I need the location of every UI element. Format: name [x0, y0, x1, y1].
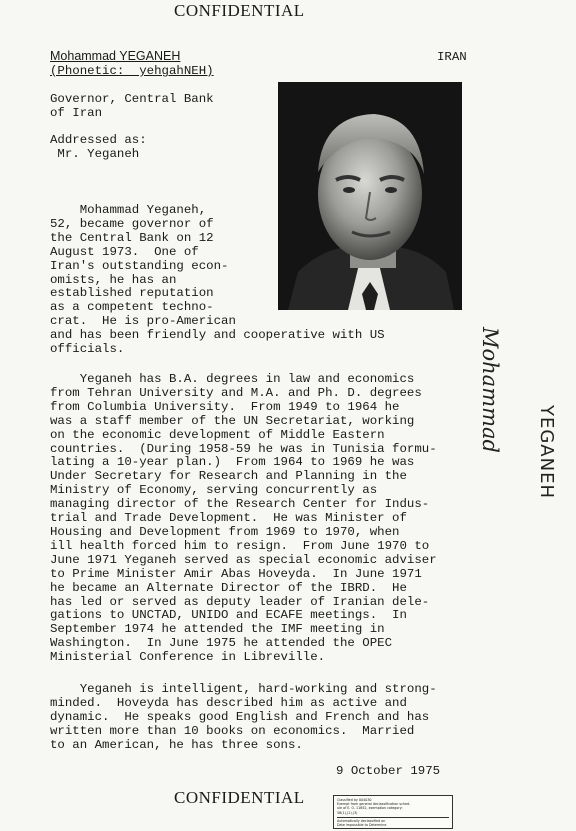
- para2-line: Ministry of Economy, serving concurrently as: [50, 483, 378, 498]
- stamp-line: Automatically declassified on: [337, 818, 386, 823]
- para2-line: June 1971 Yeganeh served as special economic adviser: [50, 552, 437, 567]
- para2-line: lating a 10-year plan.) From 1964 to 1969 he was: [50, 455, 415, 470]
- para2-line: from Columbia University. From 1949 to 1964 he: [50, 399, 400, 414]
- para1-line: the Central Bank on 12: [50, 230, 214, 245]
- para2-line: from Tehran University and M.A. and Ph. D. degrees: [50, 385, 422, 400]
- handwritten-name-first: Mohammad: [478, 327, 502, 453]
- subject-name: Mohammad YEGANEH: [50, 49, 181, 63]
- para1-line: Iran's outstanding econ-: [50, 258, 229, 273]
- para2-line: has led or served as deputy leader of Iranian dele-: [50, 594, 430, 609]
- para2-line: ill health forced him to resign. From June 1970 to: [50, 538, 430, 553]
- declassification-stamp: [333, 795, 453, 829]
- addressed-label: Addressed as:: [50, 133, 147, 147]
- subject-phonetic: (Phonetic: yehgahNEH): [50, 64, 214, 78]
- stamp-line: ule of E. O. 11652, exemption category:: [337, 806, 403, 811]
- header-classification: CONFIDENTIAL: [174, 1, 305, 20]
- addressed-value: Mr. Yeganeh: [50, 146, 140, 161]
- para2-line: countries. (During 1958-59 he was in Tunisia formu-: [50, 441, 437, 456]
- stamp-line: Classified by 004030: [337, 798, 372, 802]
- para2-line: he became an Alternate Director of the IBRD. He: [50, 580, 407, 595]
- document-date: 9 October 1975: [336, 764, 441, 778]
- paragraph-1: [50, 204, 385, 357]
- para2-line: trial and Trade Development. He was Minister of: [50, 511, 407, 526]
- subject-country: IRAN: [437, 50, 467, 64]
- para2-line: September 1974 he attended the IMF meeting in: [50, 622, 385, 637]
- stamp-line: Exempt from general declassification sched-: [337, 802, 411, 807]
- para1-line: officials.: [50, 342, 125, 357]
- stamp-footer: [337, 817, 449, 827]
- subject-title-line-2: of Iran: [50, 105, 103, 120]
- paragraph-3: [50, 683, 437, 753]
- para2-line: Washington. In June 1975 he attended the OPEC: [50, 636, 393, 651]
- para2-line: gations to UNCTAD, UNIDO and ECAFE meetings. In: [50, 608, 407, 623]
- para2-line: Ministerial Conference in Libreville.: [50, 650, 326, 665]
- footer-classification: CONFIDENTIAL: [174, 788, 305, 807]
- stamp-line: Date impossible to Determine: [337, 823, 387, 828]
- stamp-line: 5B(1),(2),(3): [337, 810, 358, 815]
- para1-line: omists, he has an: [50, 272, 177, 287]
- para1-line: Mohammad Yeganeh,: [50, 203, 207, 217]
- para1-line: as a competent techno-: [50, 300, 214, 315]
- para1-line: August 1973. One of: [50, 244, 199, 259]
- para2-line: to Prime Minister Amir Abas Hoveyda. In June 1971: [50, 566, 422, 581]
- addressed-block: [50, 134, 147, 162]
- paragraph-2: [50, 373, 437, 665]
- para1-line: and has been friendly and cooperative with US: [50, 328, 385, 343]
- para1-line: 52, became governor of: [50, 216, 214, 231]
- para3-line: to an American, he has three sons.: [50, 737, 303, 752]
- para2-line: was a staff member of the UN Secretariat, working: [50, 413, 415, 428]
- subject-title-block: [50, 93, 214, 121]
- para2-line: Yeganeh has B.A. degrees in law and economics: [50, 372, 415, 386]
- para2-line: managing director of the Research Center for Indus-: [50, 497, 430, 512]
- subject-title-line-1: Governor, Central Bank: [50, 92, 214, 106]
- para3-line: dynamic. He speaks good English and French and has: [50, 709, 430, 724]
- handwritten-name-last: YEGANEH: [536, 404, 557, 499]
- para3-line: written more than 10 books on economics. Married: [50, 723, 415, 738]
- para2-line: Housing and Development from 1969 to 1970, when: [50, 524, 400, 539]
- para1-line: crat. He is pro-American: [50, 314, 236, 329]
- para3-line: Yeganeh is intelligent, hard-working and strong-: [50, 682, 437, 696]
- para3-line: minded. Hoveyda has described him as active and: [50, 695, 407, 710]
- para1-line: established reputation: [50, 286, 214, 301]
- para2-line: on the economic development of Middle Eastern: [50, 427, 385, 442]
- para2-line: Under Secretary for Research and Planning in the: [50, 469, 407, 484]
